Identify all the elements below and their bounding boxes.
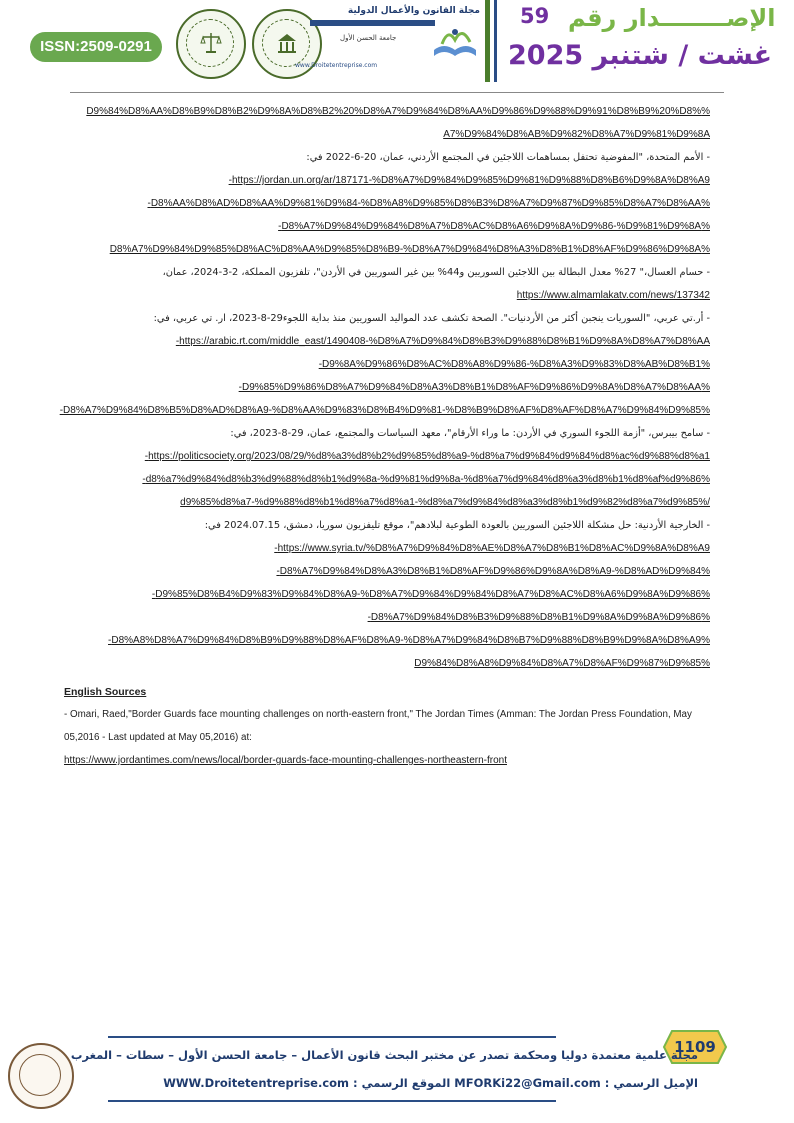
issue-number-line <box>520 4 778 36</box>
reference-link[interactable]: A7%D9%84%D8%AB%D9%82%D8%A7%D9%81%D9%8A <box>443 129 710 140</box>
footer-contact: الإميل الرسمي : MFORKi22@Gmail.com الموقع الرسمي : WWW.Droitetentreprise.com <box>163 1076 698 1090</box>
references-list <box>59 100 710 772</box>
english-ref-line: 05,2016 - Last updated at May 05,2016) at: <box>64 732 252 743</box>
reference-link[interactable]: %D8%AA%D8%AD%D8%AA%D9%81%D9%84-%D8%A8%D9%85%D8%B3%D8%A7%D9%87%D9%85%D8%A7%D8%AA- <box>147 198 710 209</box>
reference-link[interactable]: %D8%A8%D8%A7%D9%84%D8%B9%D9%88%D8%AF%D8%A9-%D8%A7%D9%84%D8%B7%D9%88%D8%B9%D9%8A%D8%A9- <box>108 635 710 646</box>
reference-text: - الأمم المتحدة، "المفوضية تحتفل بمساهمات اللاجئين في المجتمع الأردني، عمان، 20-6-2022 في: <box>306 152 710 163</box>
reference-link[interactable]: https://politicsociety.org/2023/08/29/%d8%a3%d8%b2%d9%85%d8%a9-%d8%a7%d9%84%d9%84%d8%ac%d9%88%d8%a1- <box>144 451 710 462</box>
reference-link[interactable]: %D9%85%D9%86%D8%A7%D9%84%D8%A3%D8%B1%D8%AF%D9%86%D9%8A%D8%A7%D8%AA- <box>238 382 710 393</box>
header-divider-green <box>485 0 490 82</box>
reference-link[interactable]: %d8%a7%d9%84%d8%b3%d9%88%d8%b1%d9%8a-%d9%81%d9%8a-%d8%a7%d9%84%d8%a3%d8%b1%d8%af%d9%86- <box>142 474 710 485</box>
footer-rule-top <box>108 1036 556 1038</box>
header-divider-blue <box>494 0 497 82</box>
issue-number: 59 <box>520 4 550 28</box>
reference-link[interactable]: https://www.syria.tv/%D8%A7%D9%84%D8%AE%D8%A7%D8%B1%D8%AC%D9%8A%D8%A9- <box>274 543 710 554</box>
reference-text: - الخارجية الأردنية: حل مشكلة اللاجئين السوريين بالعودة الطوعية لبلادهم"، موقع تليفزيون سوريا، دمشق، 2024.07.15 في: <box>204 520 710 531</box>
footer-rule-bottom <box>108 1100 556 1102</box>
scales-icon <box>200 31 222 55</box>
reference-link[interactable]: https://arabic.rt.com/middle_east/1490408-%D8%A7%D9%84%D8%B3%D9%88%D8%B1%D9%8A%D8%A7%D8%AA- <box>175 336 710 347</box>
reference-text: - حسام العسال،" 27% معدل البطالة بين اللاجئين السوريين و44% بين غير السوريين في الأردن"، تلفزيون المملكة، 2-3-2024، عمان، <box>162 267 710 278</box>
issn-badge: ISSN:2509-0291 <box>30 32 162 62</box>
reference-link[interactable]: %D9%85%D8%B4%D9%83%D9%84%D8%A9-%D8%A7%D9%84%D9%84%D8%A7%D8%AC%D8%A6%D9%8A%D9%86- <box>151 589 710 600</box>
header-rule <box>70 92 724 93</box>
journal-title: مجلة القانون والأعمال الدولية <box>347 6 480 16</box>
arabic-references <box>59 100 710 675</box>
issue-date: غشت / شتنبر 2025 <box>508 40 773 71</box>
reference-link[interactable]: https://www.almamlakatv.com/news/137342 <box>516 290 710 301</box>
issue-label: الإصــــــــدار رقم <box>568 4 776 32</box>
reference-link[interactable]: %D9%84%D8%A8%D9%84%D8%A7%D8%AF%D9%87%D9%85 <box>414 658 710 669</box>
reference-link[interactable]: %D8%A7%D9%84%D8%B5%D8%AD%D8%A9-%D8%AA%D9%83%D8%B4%D9%81-%D8%B9%D8%AF%D8%AF%D8%A7%D9%84%D9%85- <box>59 405 710 416</box>
reference-text: - سامح بيبرس، "أزمة اللجوء السوري في الأردن: ما وراء الأرقام"، معهد السياسات والمجتمع، عمان، 29-8-2023، في: <box>230 428 710 439</box>
journal-title-bar <box>310 20 435 26</box>
reference-link[interactable]: %D8%A7%D9%84%D8%B3%D9%88%D8%B1%D9%8A%D9%8A%D9%86- <box>367 612 710 623</box>
university-name: جامعة الحسن الأول <box>340 34 397 42</box>
reference-text: - أر.تي عربي، "السوريات ينجبن أكثر من الأردنيات". الصحة تكشف عدد المواليد السوريين منذ بداية اللجوء29-8-2023، ار. تي عربي، في: <box>153 313 710 324</box>
reference-link[interactable]: %D8%A7%D9%84%D8%A3%D8%B1%D8%AF%D9%86%D9%8A%D8%A9-%D8%AD%D9%84- <box>276 566 710 577</box>
english-ref-line: - Omari, Raed,"Border Guards face mounting challenges on north-eastern front," The Jordan Times (Amman: The Jordan Press Foundation, May <box>64 709 692 720</box>
reference-link[interactable]: %D9%8A%D9%86%D8%AC%D8%A8%D9%86-%D8%A3%D9%83%D8%AB%D8%B1- <box>318 359 710 370</box>
page-number: 1109 <box>674 1038 716 1056</box>
reference-link[interactable]: https://jordan.un.org/ar/187171-%D8%A7%D9%84%D9%85%D9%81%D9%88%D8%B6%D9%8A%D8%A9- <box>228 175 710 186</box>
reference-link[interactable]: %D9%84%D8%AA%D8%B9%D8%B2%D9%8A%D8%B2%20%D8%A7%D9%84%D8%AA%D9%86%D9%88%D9%91%D8%B9%20%D8% <box>86 106 710 117</box>
journal-website: www.Droitetentreprise.com <box>295 62 378 69</box>
footer-journal-description: مجلة علمية معتمدة دوليا ومحكمة تصدر عن مختبر البحث قانون الأعمال – جامعة الحسن الأول – سطات – المغرب <box>70 1048 698 1062</box>
reference-link[interactable]: /%d9%85%d8%a7-%d9%88%d8%b1%d8%a7%d8%a1-%d8%a7%d9%84%d8%a3%d8%b1%d9%82%d8%a7%d9%85 <box>180 497 710 508</box>
english-sources-heading: English Sources <box>64 686 147 698</box>
reference-link[interactable]: %D8%A7%D9%84%D9%85%D8%AC%D8%AA%D9%85%D8%B9-%D8%A7%D9%84%D8%A3%D8%B1%D8%AF%D9%86%D9%8A <box>109 244 710 255</box>
journal-logo <box>285 6 480 70</box>
reference-link[interactable]: %D8%A7%D9%84%D9%84%D8%A7%D8%AC%D8%A6%D9%8A%D9%86-%D9%81%D9%8A- <box>278 221 710 232</box>
open-book-icon <box>430 20 480 60</box>
english-ref-link[interactable]: https://www.jordantimes.com/news/local/border-guards-face-mounting-challenges-northeastern-front <box>64 755 507 766</box>
journal-seal-logo <box>176 9 246 79</box>
footer-seal-logo <box>8 1043 74 1109</box>
